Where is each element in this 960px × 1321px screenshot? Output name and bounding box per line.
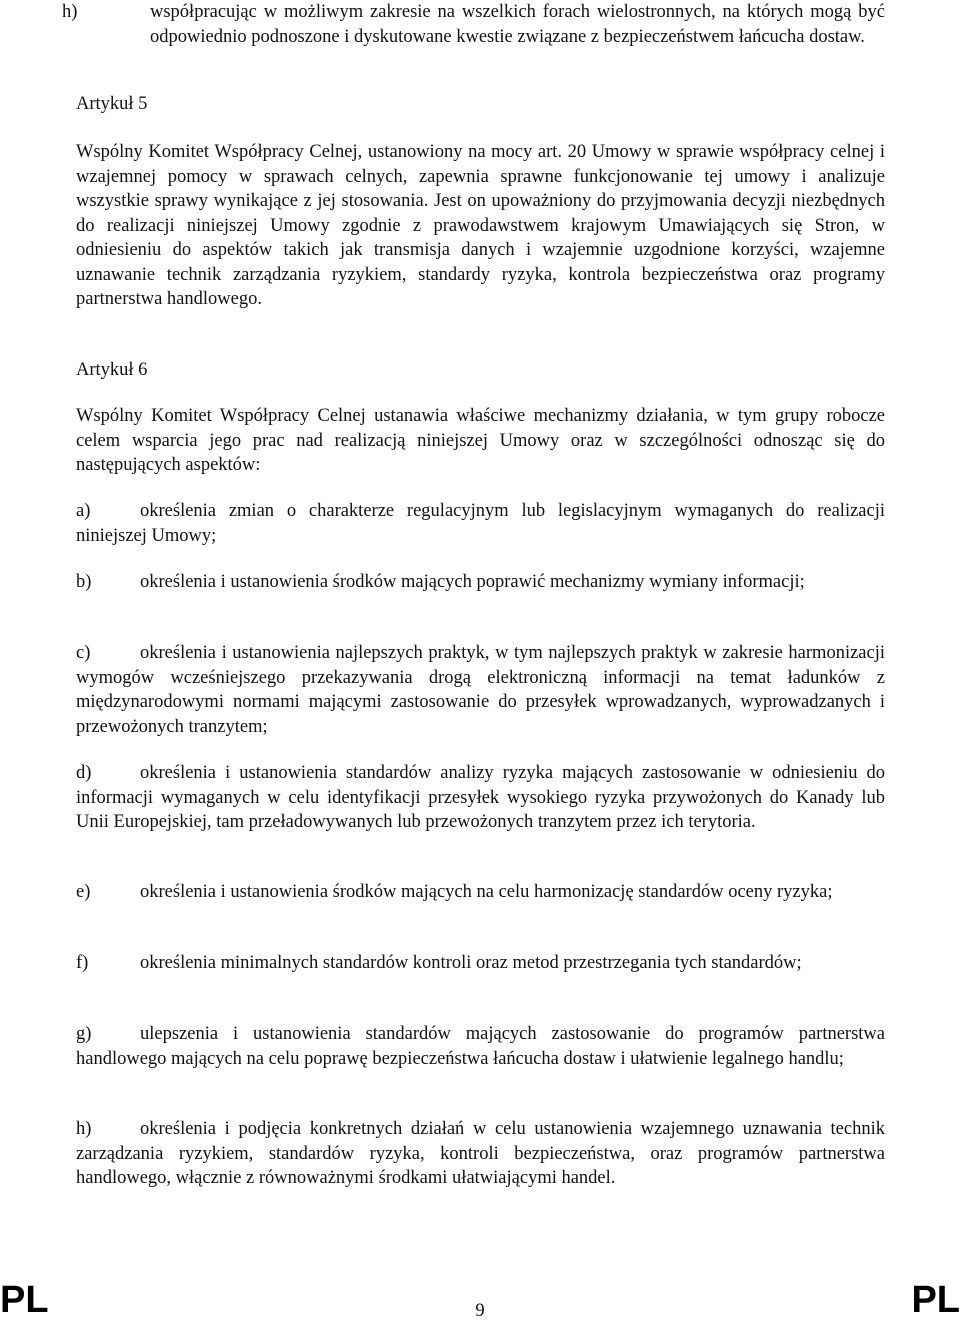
- article-paragraph: Wspólny Komitet Współpracy Celnej ustanawia właściwe mechanizmy działania, w tym grupy robocze celem wsparcia jego prac nad realizacją niniejszej Umowy oraz w szczególności odnosząc się do następujących aspektów:: [76, 406, 885, 475]
- language-code-left: PL: [0, 1279, 49, 1321]
- list-item-text: określenia minimalnych standardów kontroli oraz metod przestrzegania tych standardów;: [140, 953, 802, 973]
- article-heading: Artykuł 6: [76, 360, 148, 380]
- list-item-label: f): [76, 953, 89, 973]
- list-item: [76, 641, 885, 739]
- list-item-text: określenia i podjęcia konkretnych działań w celu ustanowienia wzajemnego uznawania technik zarządzania ryzykiem, standardów ryzyka, kontroli bezpieczeństwa, oraz programów partnerstwa handlowego, włącznie z równoważnymi środkami ułatwiającymi handel.: [76, 1119, 885, 1188]
- list-item-text: ulepszenia i ustanowienia standardów mających zastosowanie do programów partnerstwa handlowego mających na celu poprawę bezpieczeństwa łańcucha dostaw i ułatwienie legalnego handlu;: [76, 1024, 885, 1069]
- list-item-text: określenia i ustanowienia środków mających poprawić mechanizmy wymiany informacji;: [140, 572, 805, 592]
- list-item-label: a): [76, 501, 91, 521]
- list-item-label: c): [76, 643, 91, 663]
- list-item-text: określenia i ustanowienia najlepszych praktyk, w tym najlepszych praktyk w zakresie harmonizacji wymogów wcześniejszego przekazywania drogą elektroniczną informacji na temat ładunków z międzynarodowymi normami mającymi zastosowanie do przesyłek wprowadzanych, wyprowadzanych i przewożonych tranzytem;: [76, 643, 885, 737]
- list-item-text: określenia i ustanowienia standardów analizy ryzyka mających zastosowanie w odniesieniu do informacji wymaganych w celu identyfikacji przesyłek wysokiego ryzyka przywożonych do Kanady lub Unii Europejskiej, tam przeładowywanych lub przewożonych tranzytem przez ich terytoria.: [76, 763, 885, 832]
- list-item-label: h): [62, 2, 78, 22]
- list-item-text: współpracując w możliwym zakresie na wszelkich forach wielostronnych, na których mogą być odpowiednio podnoszone i dyskutowane kwestie związane z bezpieczeństwem łańcucha dostaw.: [150, 2, 885, 47]
- list-item: [76, 570, 885, 595]
- list-item-label: g): [76, 1024, 92, 1044]
- page-number: 9: [475, 1301, 485, 1321]
- list-item: [76, 880, 885, 905]
- list-item-label: b): [76, 572, 92, 592]
- list-item: [76, 761, 885, 835]
- list-item: [76, 951, 885, 976]
- list-item: [62, 0, 885, 49]
- list-item: [76, 499, 885, 548]
- list-item-text: określenia i ustanowienia środków mających na celu harmonizację standardów oceny ryzyka;: [140, 882, 833, 902]
- article-paragraph: Wspólny Komitet Współpracy Celnej, ustanowiony na mocy art. 20 Umowy w sprawie współpracy celnej i wzajemnej pomocy w sprawach celnych, zapewnia sprawne funkcjonowanie tej umowy i analizuje wszystkie sprawy wynikające z jej stosowania. Jest on upoważniony do przyjmowania decyzji niezbędnych do realizacji niniejszej Umowy zgodnie z prawodawstwem krajowym Umawiających się Stron, w odniesieniu do aspektów takich jak transmisja danych i wzajemnie uzgodnione korzyści, wzajemne uznawanie technik zarządzania ryzykiem, standardy ryzyka, kontrola bezpieczeństwa oraz programy partnerstwa handlowego.: [76, 142, 885, 309]
- list-item: [76, 1117, 885, 1191]
- list-item: [76, 1022, 885, 1071]
- list-item-label: d): [76, 763, 92, 783]
- list-item-label: h): [76, 1119, 92, 1139]
- article-heading: Artykuł 5: [76, 94, 148, 114]
- list-item-text: określenia zmian o charakterze regulacyjnym lub legislacyjnym wymaganych do realizacji niniejszej Umowy;: [76, 501, 885, 546]
- list-item-label: e): [76, 882, 91, 902]
- language-code-right: PL: [911, 1279, 960, 1321]
